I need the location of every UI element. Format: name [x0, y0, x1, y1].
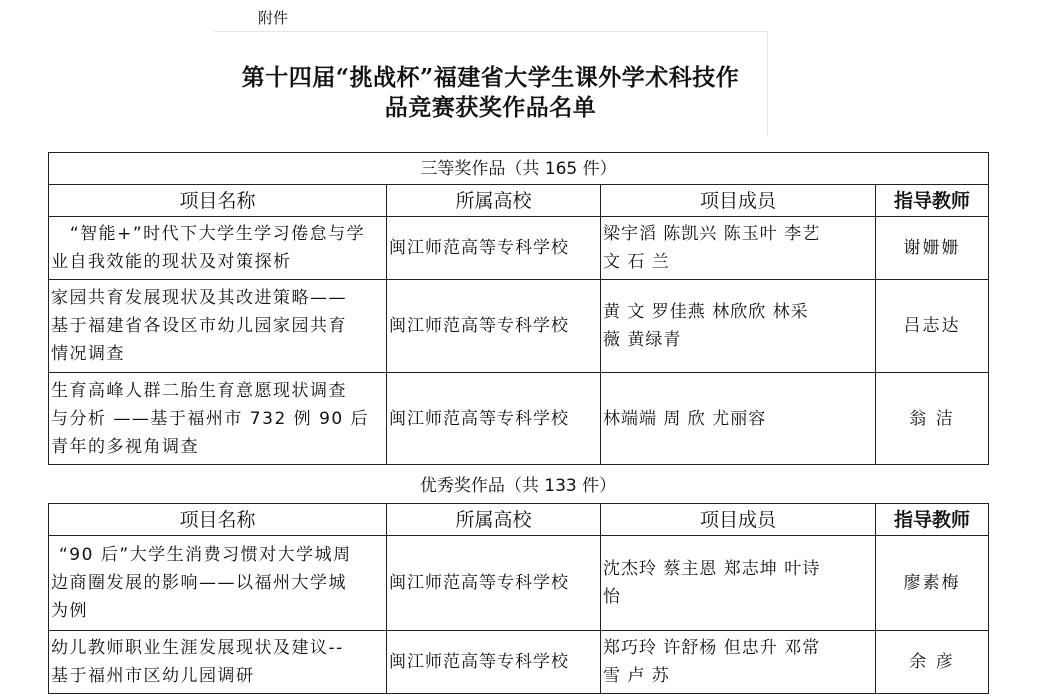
project-name-cell: “智能+”时代下大学生学习倦怠与学 业自我效能的现状及对策探析 [49, 217, 387, 280]
table-row [49, 536, 989, 631]
project-name-cell: 幼儿教师职业生涯发展现状及建议-- 基于福州市区幼儿园调研 [49, 631, 387, 694]
column-header-teacher: 指导教师 [876, 504, 989, 536]
column-header-project-name: 项目名称 [49, 185, 387, 217]
column-header-school: 所属高校 [387, 185, 601, 217]
section-title-merit-award: 优秀奖作品（共 133 件） [419, 476, 617, 496]
members-cell: 黄 文 罗佳燕 林欣欣 林采 薇 黄绿青 [601, 280, 876, 373]
members-cell: 郑巧玲 许舒杨 但忠升 邓常 雪 卢 苏 [601, 631, 876, 694]
teacher-cell: 吕志达 [876, 280, 989, 373]
column-header-members: 项目成员 [601, 504, 876, 536]
column-header-school: 所属高校 [387, 504, 601, 536]
teacher-cell: 谢姗姗 [876, 217, 989, 280]
table-row [49, 280, 989, 373]
members-cell: 林端端 周 欣 尤丽容 [601, 373, 876, 465]
school-cell: 闽江师范高等专科学校 [387, 280, 601, 373]
members-cell: 梁宇滔 陈凯兴 陈玉叶 李艺 文 石 兰 [601, 217, 876, 280]
column-header-project-name: 项目名称 [49, 504, 387, 536]
school-cell: 闽江师范高等专科学校 [387, 631, 601, 694]
third-prize-table [48, 152, 989, 465]
school-cell: 闽江师范高等专科学校 [387, 217, 601, 280]
table-header-row [49, 504, 989, 536]
column-header-teacher: 指导教师 [876, 185, 989, 217]
teacher-cell: 余 彦 [876, 631, 989, 694]
attachment-label: 附件 [258, 9, 289, 27]
project-name-cell: 家园共育发展现状及其改进策略—— 基于福建省各设区市幼儿园家园共育 情况调查 [49, 280, 387, 373]
project-name-cell: “90 后”大学生消费习惯对大学城周 边商圈发展的影响——以福州大学城 为例 [49, 536, 387, 631]
table-row [49, 373, 989, 465]
teacher-cell: 翁 洁 [876, 373, 989, 465]
document-title-line-1: 第十四届“挑战杯”福建省大学生课外学术科技作 [241, 64, 740, 91]
project-name-cell: 生育高峰人群二胎生育意愿现状调查 与分析 ——基于福州市 732 例 90 后 青年的多视角调查 [49, 373, 387, 465]
merit-award-table [48, 503, 989, 694]
document-title-line-2: 品竞赛获奖作品名单 [384, 94, 597, 121]
school-cell: 闽江师范高等专科学校 [387, 373, 601, 465]
table-row [49, 631, 989, 694]
table-row [49, 217, 989, 280]
teacher-cell: 廖素梅 [876, 536, 989, 631]
members-cell: 沈杰玲 蔡主恩 郑志坤 叶诗 怡 [601, 536, 876, 631]
table-header-row [49, 185, 989, 217]
column-header-members: 项目成员 [601, 185, 876, 217]
school-cell: 闽江师范高等专科学校 [387, 536, 601, 631]
section-title-third-prize: 三等奖作品（共 165 件） [49, 153, 989, 185]
title-block [214, 31, 768, 136]
